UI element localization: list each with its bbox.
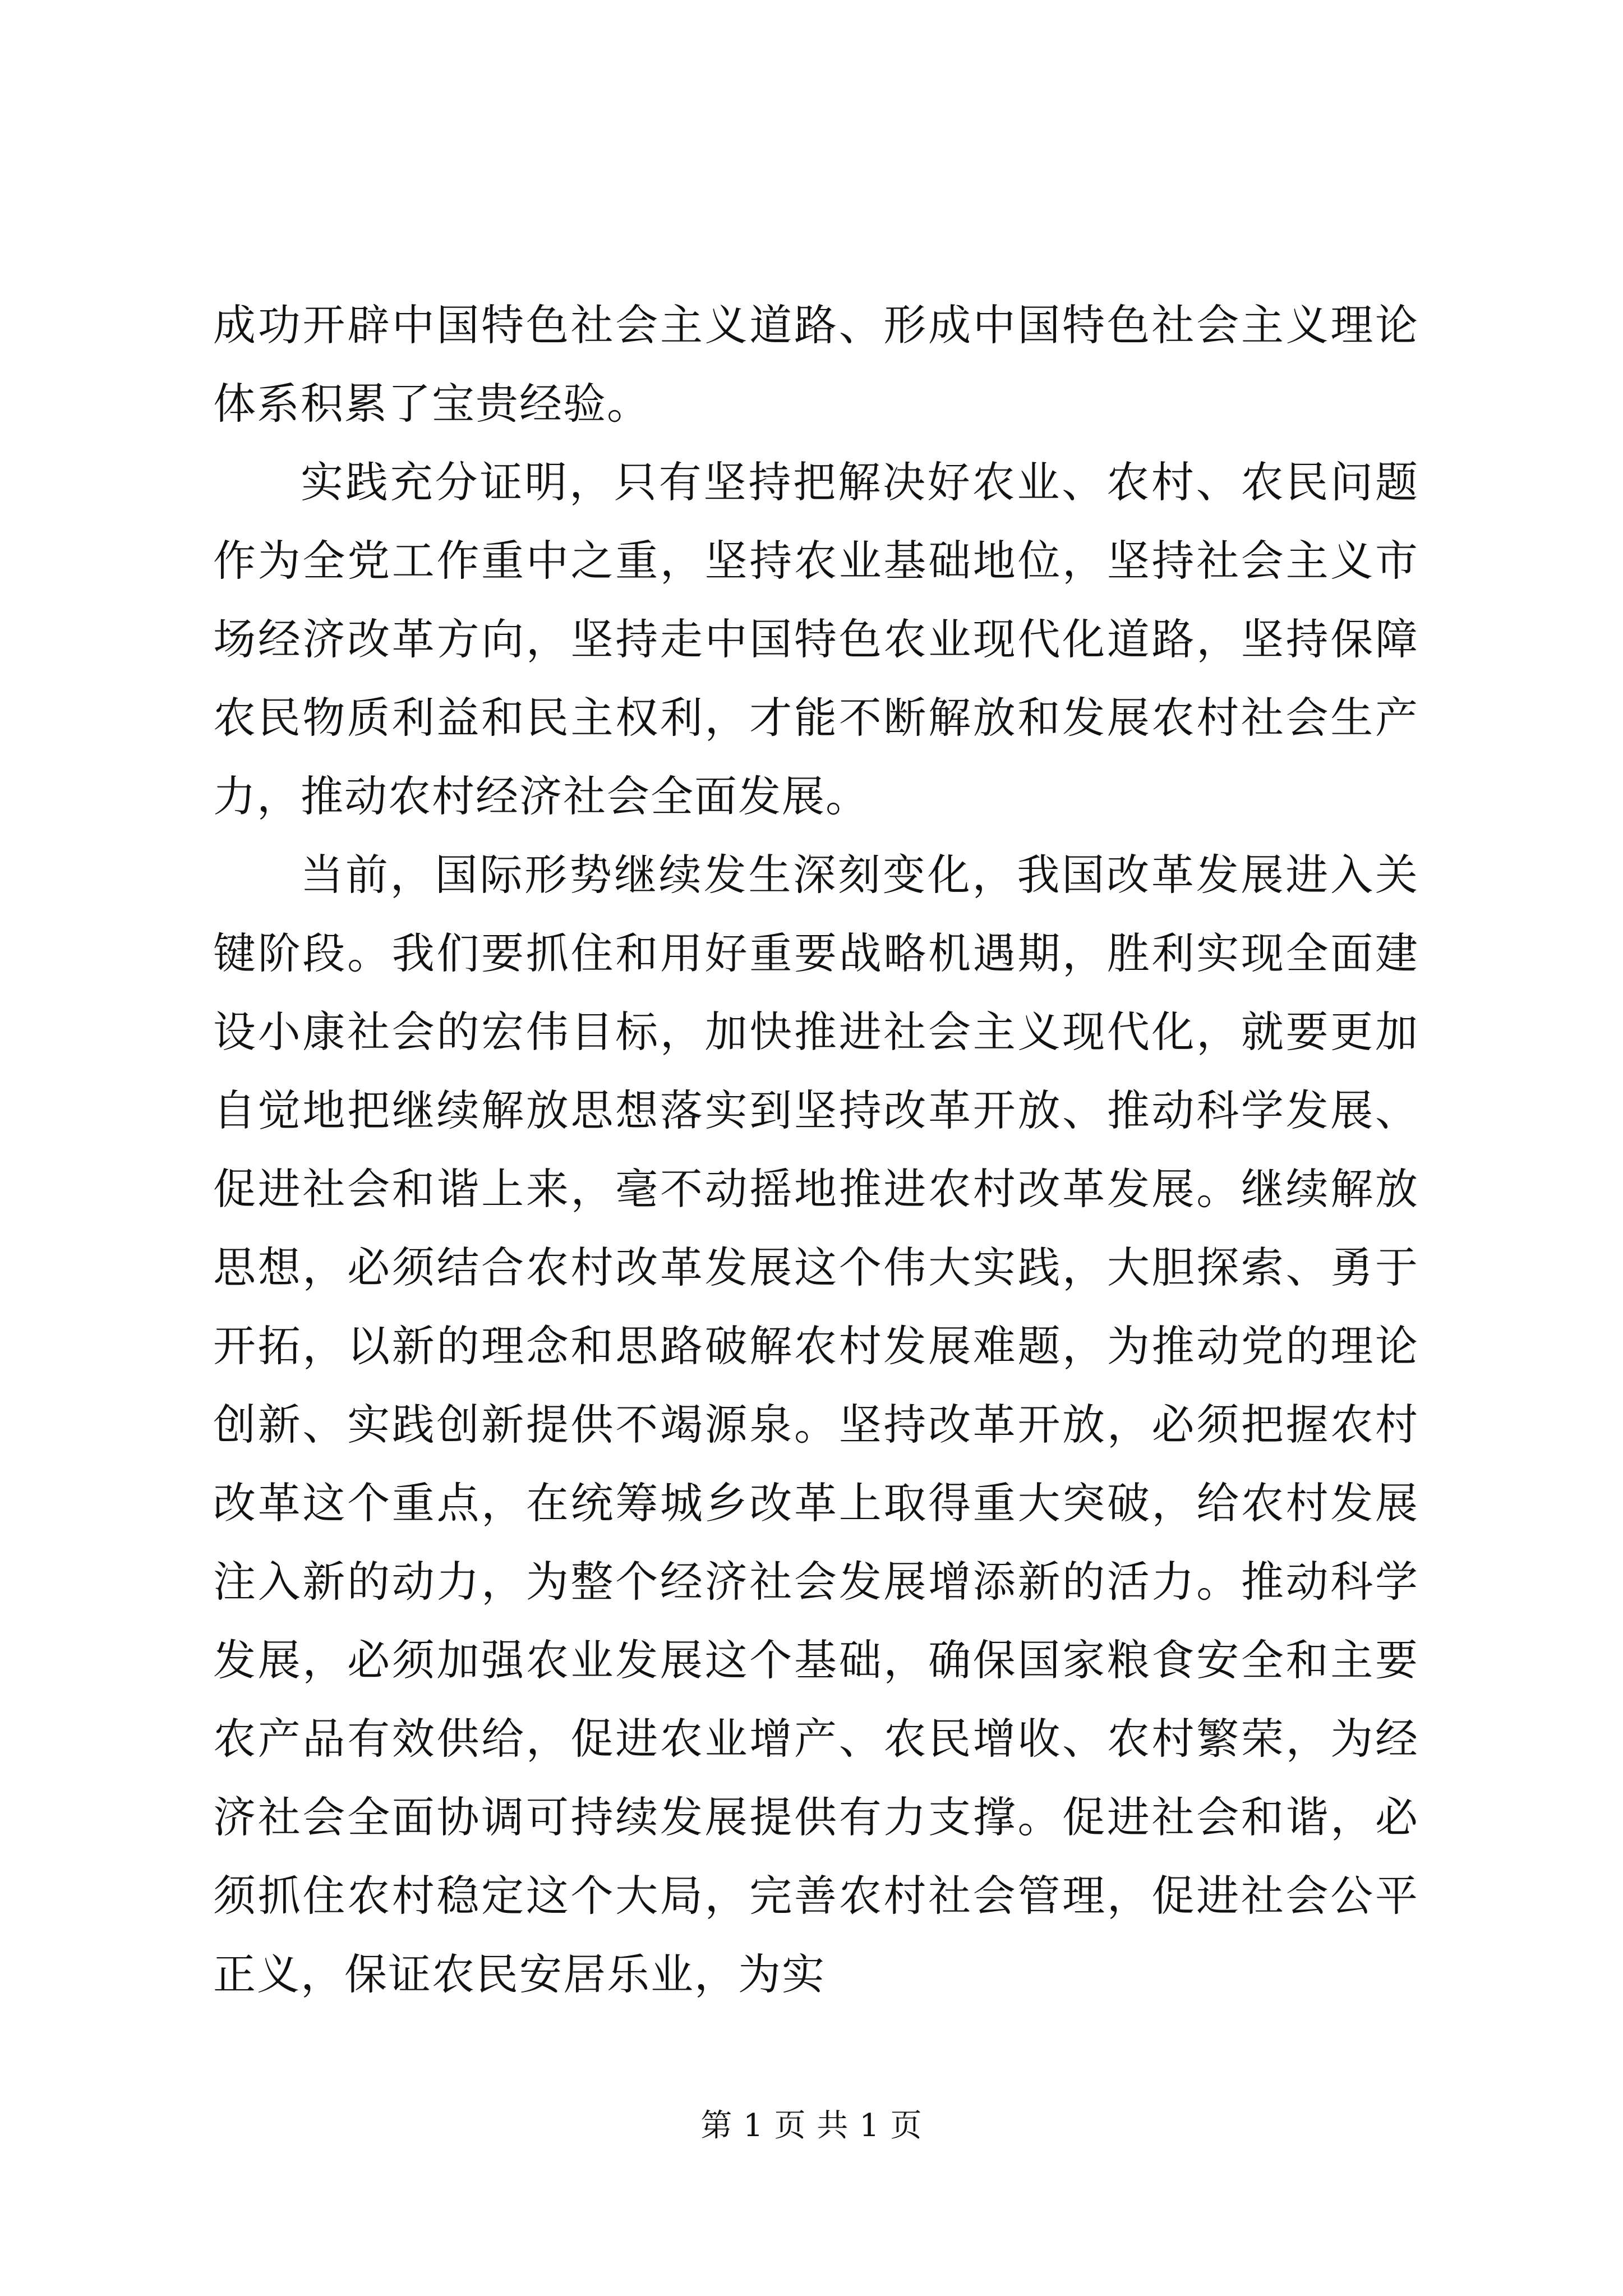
page-footer: 第 1 页 共 1 页 (700, 2108, 923, 2144)
paragraph-continuation: 成功开辟中国特色社会主义道路、形成中国特色社会主义理论体系积累了宝贵经验。 (213, 300, 1419, 429)
paragraph-practice-proves: 实践充分证明，只有坚持把解决好农业、农村、农民问题作为全党工作重中之重，坚持农业基础地位，坚持社会主义市场经济改革方向，坚持走中国特色农业现代化道路，坚持保障农民物质利益和民主权利，才能不断解放和发展农村社会生产力，推动农村经济社会全面发展。 (213, 457, 1419, 821)
document-body (213, 286, 1419, 2014)
paragraph-current-situation: 当前，国际形势继续发生深刻变化，我国改革发展进入关键阶段。我们要抓住和用好重要战略机遇期，胜利实现全面建设小康社会的宏伟目标，加快推进社会主义现代化，就要更加自觉地把继续解放思想落实到坚持改革开放、推动科学发展、促进社会和谐上来，毫不动摇地推进农村改革发展。继续解放思想，必须结合农村改革发展这个伟大实践，大胆探索、勇于开拓，以新的理念和思路破解农村发展难题，为推动党的理论创新、实践创新提供不竭源泉。坚持改革开放，必须把握农村改革这个重点，在统筹城乡改革上取得重大突破，给农村发展注入新的动力，为整个经济社会发展增添新的活力。推动科学发展，必须加强农业发展这个基础，确保国家粮食安全和主要农产品有效供给，促进农业增产、农民增收、农村繁荣，为经济社会全面协调可持续发展提供有力支撑。促进社会和谐，必须抓住农村稳定这个大局，完善农村社会管理，促进社会公平正义，保证农民安居乐业，为实 (213, 850, 1419, 1999)
